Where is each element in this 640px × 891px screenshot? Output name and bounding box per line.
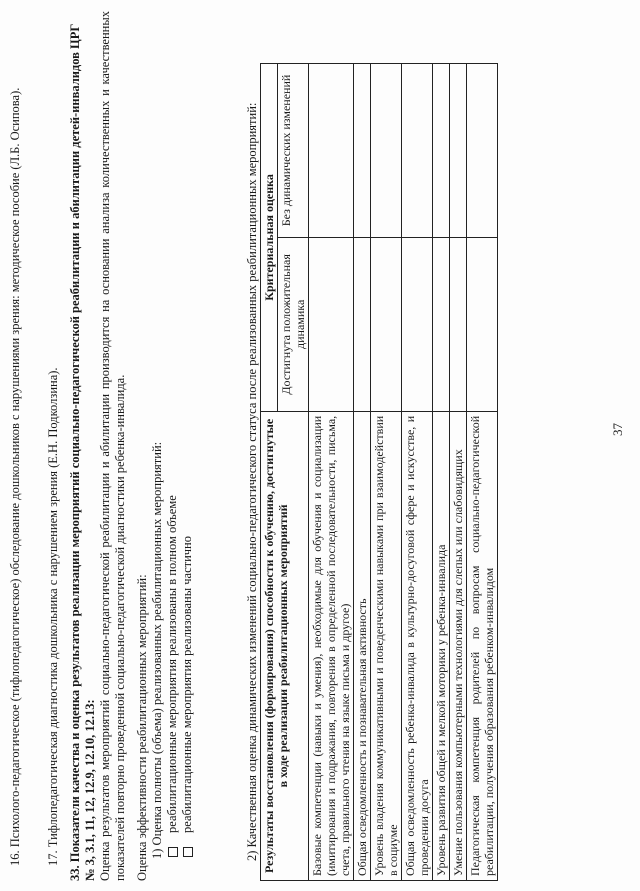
- cell-positive[interactable]: [402, 237, 433, 411]
- item-number: 16.: [8, 850, 22, 866]
- cell-none[interactable]: [450, 64, 467, 238]
- option-label: реабилитационные мероприятия реализованы в полном объеме: [165, 495, 179, 833]
- cell-none[interactable]: [402, 64, 433, 238]
- table-row: [354, 64, 371, 881]
- header-none: Без динамических изменений: [278, 64, 309, 238]
- cell-none[interactable]: [467, 64, 498, 238]
- section-number: 33.: [68, 865, 82, 881]
- section-heading: [68, 11, 98, 881]
- cell-positive[interactable]: [433, 237, 450, 411]
- item-text: Психолого-педагогическое (тифлопедагогическое) обследование дошкольников с нарушениями зрения: методическое пособие (Л.Б. Осипова).: [8, 87, 22, 848]
- option-partial[interactable]: [180, 21, 195, 881]
- cell-positive[interactable]: [371, 237, 402, 411]
- row-label: Общая осведомленность ребенка-инвалида в культурно-досуговой сфере и искусстве, и проведении досуга: [402, 411, 433, 880]
- assessment-point-1: 1) Оценка полноты (объема) реализованных реабилитационных мероприятий:: [150, 441, 164, 859]
- cell-positive[interactable]: [467, 237, 498, 411]
- option-full[interactable]: [165, 21, 180, 881]
- results-table: [260, 63, 498, 881]
- list-item: [46, 36, 61, 866]
- row-label: Общая осведомленность и познавательная активность: [354, 411, 371, 880]
- item-text: Тифлопедагогическая диагностика дошкольника с нарушением зрения (Е.Н. Подколзина).: [46, 367, 60, 848]
- assessment-intro: Оценка эффективности реабилитационных мероприятий:: [135, 574, 149, 881]
- cell-none[interactable]: [309, 64, 354, 238]
- cell-positive[interactable]: [309, 237, 354, 411]
- cell-positive[interactable]: [354, 237, 371, 411]
- table-row: [433, 64, 450, 881]
- row-label: Педагогическая компетенция родителей по вопросам социально-педагогической реабилитации, получения образования ребенком-инвалидом: [467, 411, 498, 880]
- table-row: [450, 64, 467, 881]
- list-item: [8, 36, 23, 866]
- section-33: [68, 11, 128, 881]
- header-criteria: Критериальная оценка: [261, 64, 278, 412]
- checkbox-icon[interactable]: [168, 847, 178, 857]
- section-title: Показатели качества и оценка результатов реализации мероприятий социально-педагогической реабилитации и абилитации детей-инвалидов ЦРГ № 3, 3.1, 11, 12, 12.9, 12.10, 12.13:: [68, 23, 97, 881]
- checkbox-icon[interactable]: [183, 847, 193, 857]
- cell-none[interactable]: [354, 64, 371, 238]
- cell-none[interactable]: [371, 64, 402, 238]
- header-positive: Достигнута положительная динамика: [278, 237, 309, 411]
- header-result: Результаты восстановления (формирования) способности к обучению, достигнутые в ходе реализации реабилитационных мероприятий: [261, 411, 309, 880]
- table-row: [402, 64, 433, 881]
- section-body: Оценка результатов мероприятий социально-педагогической реабилитации и абилитации производится на основании анализа количественных и качественных показателей повторно проведенной социально-педагогической диагностики ребенка-инвалида.: [98, 11, 127, 881]
- table-row: [309, 64, 354, 881]
- table-row: [371, 64, 402, 881]
- option-label: реабилитационные мероприятия реализованы частично: [180, 536, 194, 833]
- cell-positive[interactable]: [450, 237, 467, 411]
- row-label: Умение пользования компьютерными технологиями для слепых или слабовидящих: [450, 411, 467, 880]
- row-label: Уровень развития общей и мелкой моторики у ребенка-инвалида: [433, 411, 450, 880]
- assessment-point-2: 2) Качественная оценка динамических изменений социально-педагогического статуса после реализованных реабилитационных мероприятий:: [245, 102, 259, 861]
- assessment-block: [135, 21, 195, 881]
- cell-none[interactable]: [433, 64, 450, 238]
- page-number: 37: [610, 423, 625, 436]
- table-header-row: [261, 64, 278, 881]
- row-label: Уровень владения коммуникативными и поведенческими навыками при взаимодействии в социуме: [371, 411, 402, 880]
- table-row: [467, 64, 498, 881]
- item-number: 17.: [46, 850, 60, 866]
- row-label: Базовые компетенции (навыки и умения), необходимые для обучения и социализации (имитирования и подражания, повторения в определенной последовательности, письма, счета, правильного чтения на языке письма и другое): [309, 411, 354, 880]
